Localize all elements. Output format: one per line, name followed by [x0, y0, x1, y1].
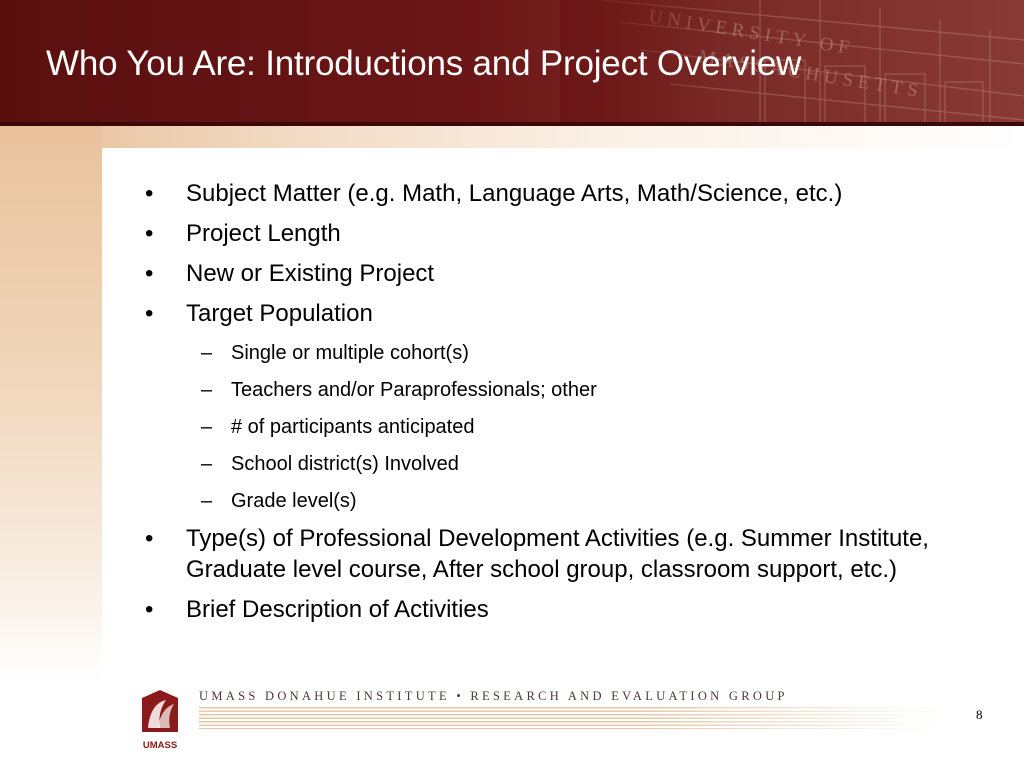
- sub-bullet-item: [145, 377, 995, 403]
- slide-title: Who You Are: Introductions and Project Overview: [46, 44, 802, 83]
- footer-rule-lines: [199, 707, 944, 729]
- bullet-item: [145, 178, 995, 209]
- bullet-marker: •: [145, 596, 154, 623]
- bullet-item: [145, 218, 995, 249]
- bullet-text: Brief Description of Activities: [186, 596, 489, 623]
- header-band: [0, 0, 1024, 126]
- bullet-marker: •: [145, 180, 154, 207]
- bullet-item: [145, 298, 995, 329]
- sub-bullet-text: # of participants anticipated: [231, 416, 475, 438]
- bullet-item: [145, 258, 995, 289]
- bullet-marker: •: [145, 220, 154, 247]
- accent-top-band: [0, 126, 1024, 148]
- page-number: 8: [976, 707, 983, 722]
- sub-bullet-text: Teachers and/or Paraprofessionals; other: [231, 379, 597, 401]
- footer-org-text: UMASS DONAHUE INSTITUTE • RESEARCH AND EVALUATION GROUP: [199, 689, 788, 703]
- bullet-text: Type(s) of Professional Development Activities (e.g. Summer Institute, Graduate level course, After school group, classroom support, etc.): [186, 525, 929, 583]
- sub-bullet-item: [145, 414, 995, 440]
- sub-bullet-marker: –: [201, 416, 213, 438]
- sub-bullet-item: [145, 488, 995, 514]
- sub-bullet-marker: –: [201, 379, 213, 401]
- umass-logo: [138, 688, 182, 758]
- sub-bullet-item: [145, 451, 995, 477]
- accent-left-band: [0, 126, 102, 682]
- bullet-item: [145, 594, 995, 625]
- bullet-text: Subject Matter (e.g. Math, Language Arts, Math/Science, etc.): [186, 180, 843, 207]
- sub-bullet-text: Single or multiple cohort(s): [231, 342, 469, 364]
- sub-bullet-item: [145, 340, 995, 366]
- bullet-marker: •: [145, 260, 154, 287]
- bullet-text: New or Existing Project: [186, 260, 435, 287]
- bullet-marker: •: [145, 300, 154, 327]
- bullet-item: [145, 523, 995, 585]
- sub-bullet-marker: –: [201, 490, 213, 512]
- bullet-list: [145, 178, 995, 625]
- bullet-text: Target Population: [186, 300, 373, 327]
- sub-bullet-marker: –: [201, 453, 213, 475]
- sub-bullet-text: School district(s) Involved: [231, 453, 459, 475]
- bullet-text: Project Length: [186, 220, 341, 247]
- bullet-marker: •: [145, 525, 154, 552]
- sub-bullet-text: Grade level(s): [231, 490, 357, 512]
- sub-bullet-marker: –: [201, 342, 213, 364]
- umass-logo-text: UMASS: [142, 740, 178, 751]
